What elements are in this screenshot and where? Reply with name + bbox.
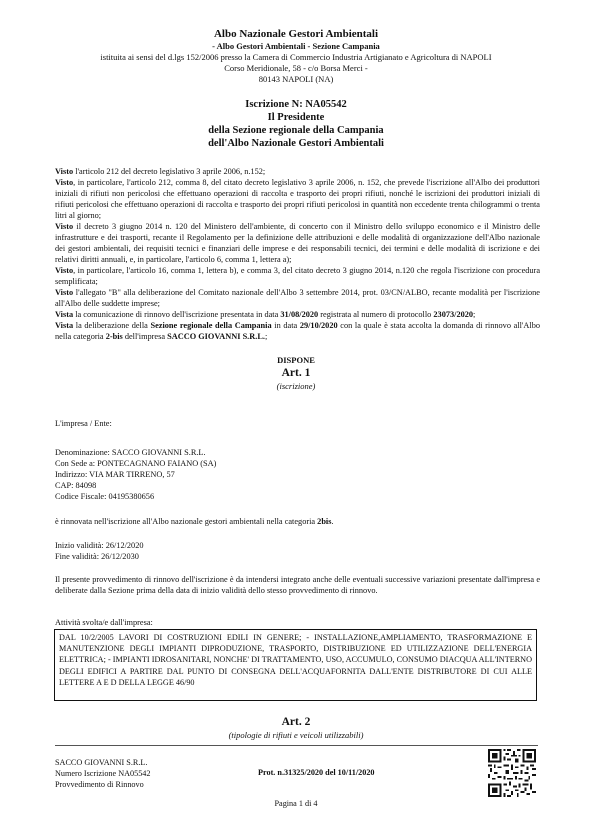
footer-info	[55, 757, 151, 790]
recital-deliberation: Vista la deliberazione della Sezione regionale della Campania in data 29/10/2020 con la quale è stata accolta la domanda di rinnovo all'Albo nella categoria 2-bis dell'impresa SACCO GIOVANNI S.R.L.;	[55, 321, 540, 341]
article-1-subtitle: (iscrizione)	[276, 381, 316, 391]
footer-provvedimento: Provvedimento di Rinnovo	[55, 780, 144, 789]
company-tax-code: Codice Fiscale: 04195380656	[55, 492, 155, 501]
regional-section-heading: della Sezione regionale della Campania	[208, 125, 384, 136]
company-cap: CAP: 84098	[55, 481, 97, 490]
company-name: Denominazione: SACCO GIOVANNI S.R.L.	[55, 448, 206, 457]
protocol-number: Prot. n.31325/2020 del 10/11/2020	[258, 768, 375, 777]
president-heading: Il Presidente	[267, 112, 325, 123]
albo-heading: dell'Albo Nazionale Gestori Ambientali	[208, 138, 384, 149]
recital-communication: Vista la comunicazione di rinnovo dell'iscrizione presentata in data 31/08/2020 registrata al numero di protocollo 23073/2020;	[55, 310, 476, 319]
company-address: Indirizzo: VIA MAR TIRRENO, 57	[55, 470, 175, 479]
registration-number: Iscrizione N: NA05542	[245, 99, 347, 110]
dispone-label: DISPONE	[277, 355, 315, 365]
integration-note: Il presente provvedimento di rinnovo dell'iscrizione è da intendersi integrato anche delle eventuali successive variazioni presentate dall'impresa e deliberate dalla Sezione prima della data di inizio validità dello stesso provvedimento di rinnovo.	[55, 575, 540, 595]
document-title	[0, 98, 592, 150]
article-2-subtitle: (tipologie di rifiuti e veicoli utilizzabili)	[228, 730, 364, 740]
albo-city: 80143 NAPOLI (NA)	[258, 74, 334, 84]
recital: Visto l'allegato "B" alla deliberazione del Comitato nazionale dell'Albo 3 settembre 2014, prot. 03/CN/ALBO, recante modalità per l'iscrizione all'Albo delle suddette imprese;	[55, 288, 540, 308]
validity-start: Inizio validità: 26/12/2020	[55, 541, 144, 550]
recital: Visto, in particolare, l'articolo 16, comma 1, lettera b), e comma 3, del citato decreto 3 giugno 2014, n.120 che regola l'iscrizione con procedura semplificata;	[55, 266, 540, 286]
footer-company: SACCO GIOVANNI S.R.L.	[55, 758, 148, 767]
article-1-title: Art. 1	[281, 367, 311, 379]
albo-title: Albo Nazionale Gestori Ambientali	[213, 28, 379, 40]
recitals	[55, 166, 540, 342]
dispone-block	[0, 354, 592, 392]
footer-registration: Numero Iscrizione NA05542	[55, 769, 151, 778]
activities-label: Attività svolta/e dall'impresa:	[55, 618, 153, 627]
recital: Visto il decreto 3 giugno 2014 n. 120 del Ministero dell'ambiente, di concerto con il Ministro dello sviluppo economico e il Ministro delle infrastrutture e dei trasporti, recante il Regolamento per la definizione delle attribuzioni e delle modalità di organizzazione dell'Albo nazionale dei gestori ambientali, dei requisiti tecnici e finanziari delle imprese e dei responsabili tecnici, dei termini e delle modalità di iscrizione e dei relativi diritti annuali, e, in particolare, l'articolo 6, comma 1, lettera a);	[55, 222, 540, 264]
renewal-statement: è rinnovata nell'iscrizione all'Albo nazionale gestori ambientali nella categoria 2bis.	[55, 517, 334, 526]
recital: Visto l'articolo 212 del decreto legislativo 3 aprile 2006, n.152;	[55, 167, 266, 176]
albo-address: Corso Meridionale, 58 - c/o Borsa Merci -	[224, 63, 368, 73]
validity-end: Fine validità: 26/12/2030	[55, 552, 139, 561]
qr-code-icon	[488, 749, 536, 797]
validity-dates	[55, 540, 144, 562]
article-2-title: Art. 2	[281, 716, 311, 728]
company-seat: Con Sede a: PONTECAGNANO FAIANO (SA)	[55, 459, 217, 468]
page-number: Pagina 1 di 4	[274, 799, 318, 808]
recital: Visto, in particolare, l'articolo 212, comma 8, del citato decreto legislativo 3 aprile 2006, n. 152, che prevede l'iscrizione all'Albo dei produttori iniziali di rifiuti non pericolosi che effettuano operazioni di raccolta e trasporto dei propri rifiuti, nonché le iscrizioni dei produttori iniziali di rifiuti pericolosi che effettuano operazioni di raccolta e trasporto dei propri rifiuti pericolosi in quantità non eccedente trenta chilogrammi o trenta litri al giorno;	[55, 178, 540, 220]
albo-section: - Albo Gestori Ambientali - Sezione Campania	[212, 41, 380, 51]
footer-divider	[55, 745, 538, 746]
article-2-block	[0, 715, 592, 741]
albo-institution: istituita ai sensi del d.lgs 152/2006 presso la Camera di Commercio Industria Artigianato e Agricoltura di NAPOLI	[100, 52, 492, 62]
activities-box: DAL 10/2/2005 LAVORI DI COSTRUZIONI EDILI IN GENERE; - INSTALLAZIONE,AMPLIAMENTO, TRASFORMAZIONE E MANUTENZIONE DEGLI IMPIANTI DIPRODUZIONE, TRASPORTO, DISTRIBUZIONE ED UTILIZZAZIONE DELL'ENERGIA ELETTRICA; - IMPIANTI IDROSANITARI, NONCHE' DI TRATTAMENTO, USO, ACCUMULO, CONSUMO DIACQUA ALL'INTERNO DEGLI EDIFICI A PARTIRE DAL PUNTO DI CONSEGNA DELL'ACQUAFORNITA DALL'ENTE DISTRIBUTORE DI CUI ALLE LETTERE A E D DELLA LEGGE 46/90	[54, 629, 537, 701]
letterhead	[0, 28, 592, 85]
company-details	[55, 447, 216, 502]
impresa-intro: L'impresa / Ente:	[55, 419, 112, 428]
